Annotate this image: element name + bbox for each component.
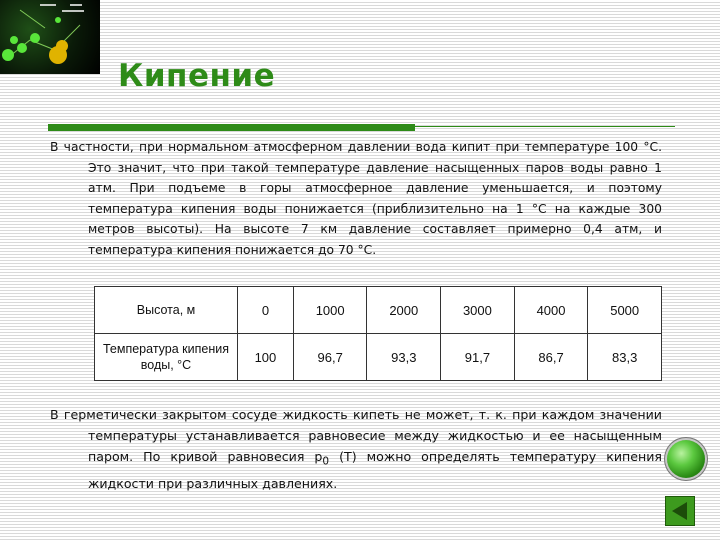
table-cell: 2000 — [367, 287, 441, 334]
paragraph-sealed-vessel — [50, 404, 662, 494]
title-underline-thin — [415, 126, 675, 127]
row-header-temperature: Температура кипения воды, °С — [95, 334, 238, 381]
paragraph-text-part: (T) можно определять температуру кипения жидкости при различных давлениях. — [88, 449, 662, 492]
table-cell: 96,7 — [293, 334, 367, 381]
title-underline-thick — [48, 124, 415, 131]
table-cell: 1000 — [293, 287, 367, 334]
table-cell: 86,7 — [514, 334, 588, 381]
row-header-altitude: Высота, м — [95, 287, 238, 334]
table-cell: 4000 — [514, 287, 588, 334]
nav-home-button[interactable] — [667, 440, 705, 478]
paragraph-boiling-pressure: В частности, при нормальном атмосферном давлении вода кипит при температуре 100 °С. Это значит, что при такой температуре давление насыщенных паров воды равно 1 атм. При подъеме в горы атмосферное давление уменьшается, и поэтому температура кипения воды понижается (приблизительно на 1 °С на каждые 300 метров высоты). На высоте 7 км давление составляет примерно 0,4 атм, и температура кипения понижается до 70 °С. — [50, 140, 662, 257]
molecule-graphic — [0, 0, 100, 74]
boiling-point-table — [94, 286, 662, 381]
table-cell: 5000 — [588, 287, 662, 334]
table-cell: 83,3 — [588, 334, 662, 381]
paragraph-text-part: В герметически закрытом сосуде жидкость кипеть не может, т. к. при каждом значении температуры устанавливается равновесие между жидкостью и ее насыщенным паром. По кривой равновесия p — [50, 407, 662, 465]
corner-decoration-image — [0, 0, 100, 74]
table-cell: 91,7 — [441, 334, 515, 381]
table-cell: 93,3 — [367, 334, 441, 381]
table-row — [95, 287, 662, 334]
nav-back-button[interactable] — [665, 496, 695, 526]
pressure-subscript: 0 — [322, 455, 330, 468]
slide-title: Кипение — [118, 58, 276, 94]
arrow-back-icon — [666, 497, 694, 525]
table-cell: 3000 — [441, 287, 515, 334]
table-cell: 0 — [238, 287, 294, 334]
table-row — [95, 334, 662, 381]
table-cell: 100 — [238, 334, 294, 381]
